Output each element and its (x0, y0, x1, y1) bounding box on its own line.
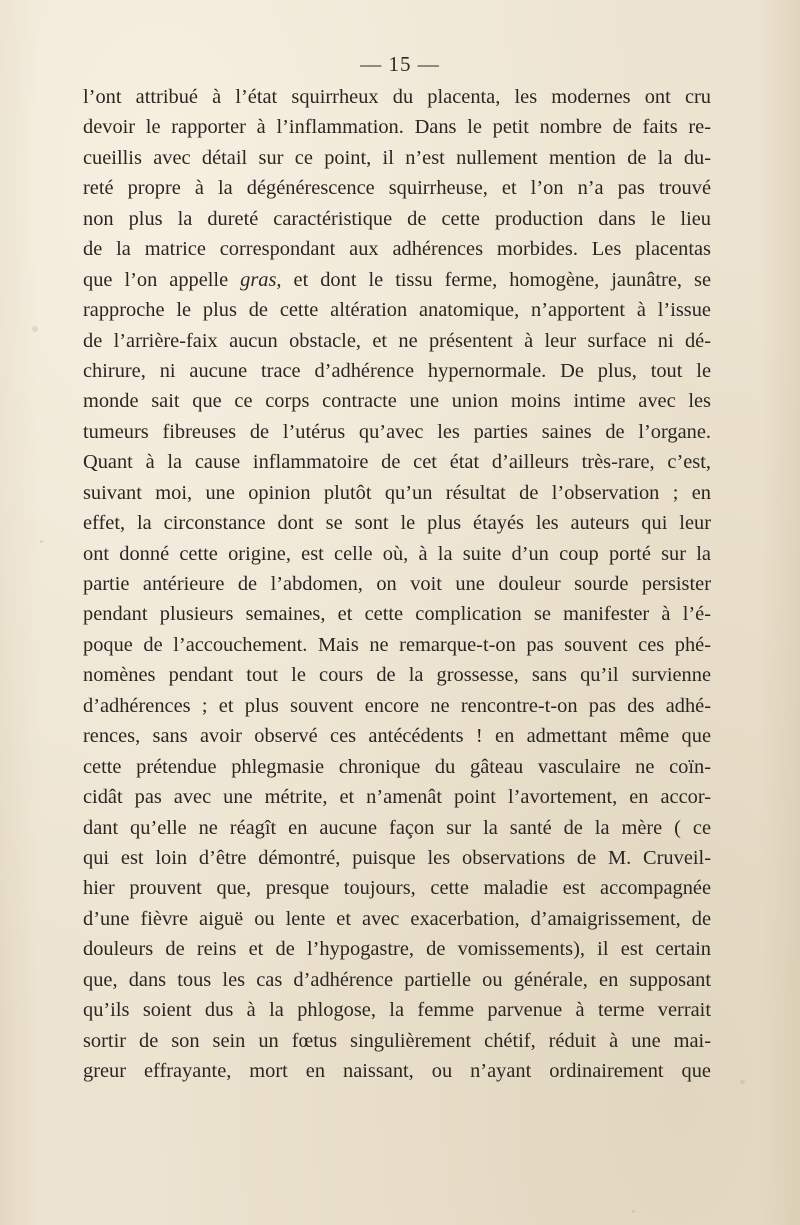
text-line (83, 843, 711, 873)
text-segment: Quant à la cause inflammatoire de cet état d’ailleurs très-rare, c’est, (83, 451, 711, 474)
text-line (83, 630, 711, 660)
body-text (83, 82, 711, 1086)
text-line (83, 1056, 711, 1086)
text-segment: de l’arrière-faix aucun obstacle, et ne présentent à leur surface ni dé- (83, 329, 711, 352)
text-segment: greur effrayante, mort en naissant, ou n’ayant ordinairement que (83, 1060, 711, 1082)
text-line (83, 173, 711, 203)
text-line (83, 995, 711, 1025)
text-line (83, 386, 711, 416)
text-line (83, 873, 711, 903)
text-line (83, 569, 711, 599)
text-segment: , et dont le tissu ferme, homogène, jaunâtre, se (276, 268, 711, 291)
text-segment: devoir le rapporter à l’inflammation. Dans le petit nombre de faits re- (83, 116, 711, 139)
text-line (83, 265, 711, 295)
text-segment: d’une fièvre aiguë ou lente et avec exacerbation, d’amaigrissement, de (83, 907, 711, 930)
paper-stain (632, 1210, 635, 1213)
text-line (83, 204, 711, 234)
text-segment: ont donné cette origine, est celle où, à la suite d’un coup porté sur la (83, 542, 711, 565)
text-line (83, 1026, 711, 1056)
text-line (83, 965, 711, 995)
text-line (83, 813, 711, 843)
text-line (83, 721, 711, 751)
paper-stain (32, 326, 38, 332)
text-line (83, 234, 711, 264)
paper-stain (740, 1080, 745, 1084)
text-segment: reté propre à la dégénérescence squirrheuse, et l’on n’a pas trouvé (83, 177, 711, 200)
text-segment: monde sait que ce corps contracte une union moins intime avec les (83, 390, 711, 413)
text-line (83, 478, 711, 508)
text-line (83, 934, 711, 964)
text-segment: rapproche le plus de cette altération anatomique, n’apportent à l’issue (83, 299, 711, 322)
text-segment: sortir de son sein un fœtus singulièrement chétif, réduit à une mai- (83, 1029, 711, 1052)
text-line (83, 508, 711, 538)
text-segment: poque de l’accouchement. Mais ne remarque-t-on pas souvent ces phé- (83, 633, 711, 656)
text-segment: cidât pas avec une métrite, et n’amenât point l’avortement, en accor- (83, 786, 711, 809)
text-segment: de la matrice correspondant aux adhérences morbides. Les placentas (83, 238, 711, 261)
text-segment: tumeurs fibreuses de l’utérus qu’avec les parties saines de l’organe. (83, 420, 711, 443)
text-segment: nomènes pendant tout le cours de la grossesse, sans qu’il survienne (83, 664, 711, 687)
text-line (83, 417, 711, 447)
text-line (83, 356, 711, 386)
text-line (83, 691, 711, 721)
text-segment: que l’on appelle (83, 268, 241, 291)
text-line (83, 295, 711, 325)
text-segment: suivant moi, une opinion plutôt qu’un résultat de l’observation ; en (83, 481, 711, 504)
text-segment: que, dans tous les cas d’adhérence partielle ou générale, en supposant (83, 968, 711, 991)
text-segment: rences, sans avoir observé ces antécédents ! en admettant même que (83, 725, 711, 748)
text-line (83, 752, 711, 782)
text-line (83, 326, 711, 356)
text-line (83, 447, 711, 477)
text-line (83, 143, 711, 173)
text-segment: cette prétendue phlegmasie chronique du gâteau vasculaire ne coïn- (83, 755, 711, 778)
text-segment: d’adhérences ; et plus souvent encore ne rencontre-t-on pas des adhé- (83, 694, 711, 717)
text-segment: qu’ils soient dus à la phlogose, la femme parvenue à terme verrait (83, 999, 711, 1022)
text-segment: dant qu’elle ne réagît en aucune façon sur la santé de la mère ( ce (83, 816, 711, 839)
text-segment: effet, la circonstance dont se sont le plus étayés les auteurs qui leur (83, 512, 711, 535)
text-segment: hier prouvent que, presque toujours, cette maladie est accompagnée (83, 877, 711, 900)
text-segment: non plus la dureté caractéristique de cette production dans le lieu (83, 207, 711, 230)
italic-text: gras (240, 268, 277, 291)
text-segment: pendant plusieurs semaines, et cette complication se manifester à l’é- (83, 603, 711, 626)
text-segment: l’ont attribué à l’état squirrheux du placenta, les modernes ont cru (83, 86, 711, 108)
text-line (83, 782, 711, 812)
text-segment: partie antérieure de l’abdomen, on voit une douleur sourde persister (83, 573, 711, 595)
text-line (83, 539, 711, 569)
text-line (83, 112, 711, 142)
text-segment: cueillis avec détail sur ce point, il n’est nullement mention de la du- (83, 146, 711, 169)
text-line (83, 660, 711, 690)
text-segment: qui est loin d’être démontré, puisque les observations de M. Cruveil- (83, 846, 711, 869)
text-segment: chirure, ni aucune trace d’adhérence hypernormale. De plus, tout le (83, 359, 711, 382)
page-number: — 15 — (360, 52, 440, 76)
text-line (83, 82, 711, 112)
text-segment: douleurs de reins et de l’hypogastre, de vomissements), il est certain (83, 938, 711, 961)
text-line (83, 599, 711, 629)
text-line (83, 904, 711, 934)
paper-stain (40, 540, 43, 543)
